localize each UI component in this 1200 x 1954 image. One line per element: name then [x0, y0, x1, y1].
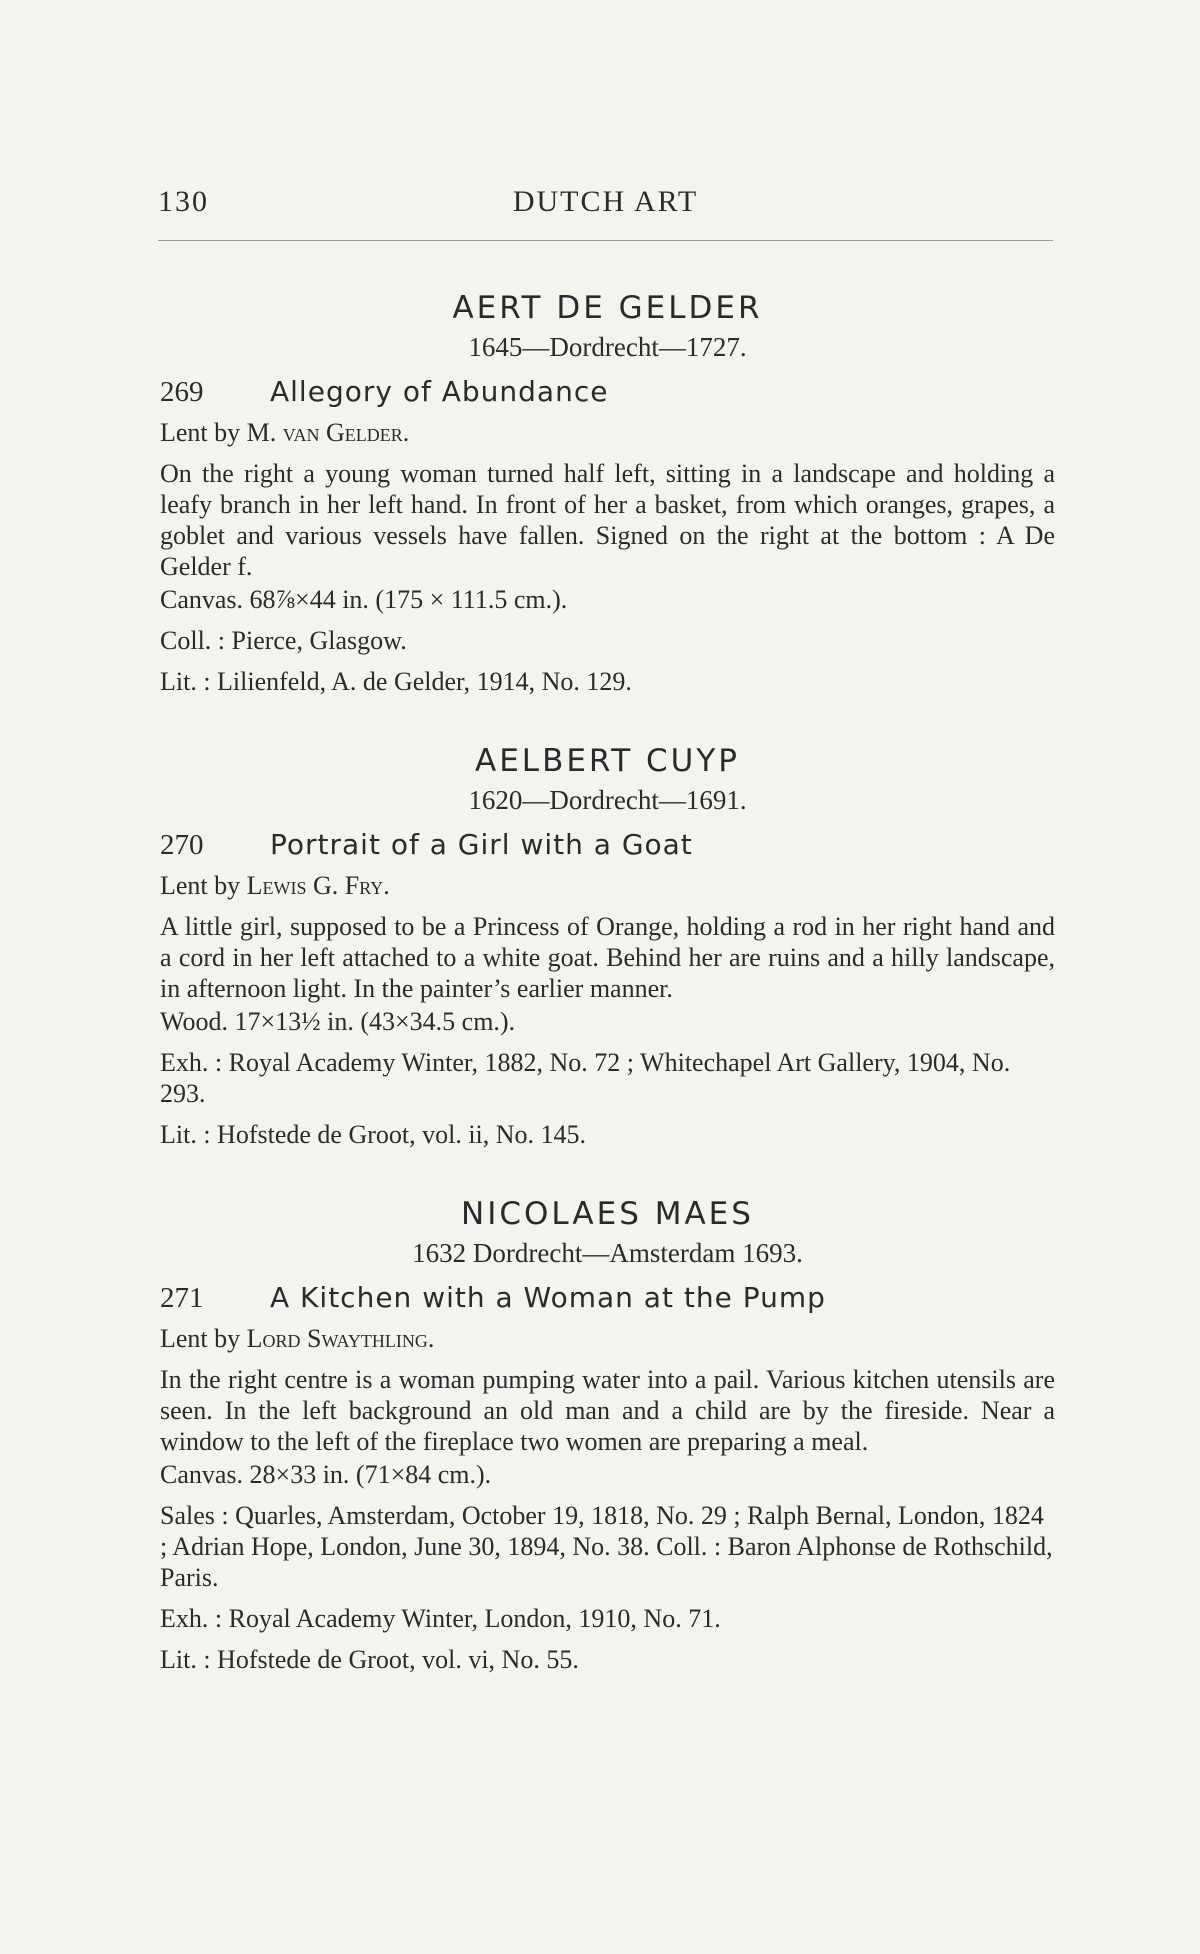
entry-number: 269: [160, 376, 204, 408]
entry-literature: Lit. : Hofstede de Groot, vol. vi, No. 55.: [160, 1645, 579, 1674]
entry-sales: Sales : Quarles, Amsterdam, October 19, 1818, No. 29 ; Ralph Bernal, London, 1824 ; Adrian Hope, London, June 30, 1894, No. 38. Coll. : Baron Alphonse de Rothschild, Paris.: [160, 1501, 1053, 1592]
entry-exhibitions: Exh. : Royal Academy Winter, 1882, No. 72 ; Whitechapel Art Gallery, 1904, No. 293.: [160, 1048, 1011, 1108]
entry-heading: [160, 1281, 1055, 1315]
page-number: 130: [158, 185, 209, 218]
lent-prefix: Lent by: [160, 871, 247, 900]
entry-number: 271: [160, 1282, 204, 1314]
entry-title: Allegory of Abundance: [270, 375, 609, 408]
artist-name: AELBERT CUYP: [475, 743, 740, 779]
entry-exhibitions: Exh. : Royal Academy Winter, London, 1910, No. 71.: [160, 1604, 721, 1633]
entry-literature: Lit. : Hofstede de Groot, vol. ii, No. 145.: [160, 1120, 587, 1149]
artist-name: AERT DE GELDER: [452, 290, 763, 326]
artist-section-de-gelder: [160, 290, 1055, 697]
running-head: [158, 185, 1053, 225]
entry-medium: Wood. 17×13½ in. (43×34.5 cm.).: [160, 1007, 516, 1036]
artist-dates: 1620—Dordrecht—1691.: [468, 785, 747, 815]
lent-prefix: Lent by: [160, 1324, 247, 1353]
artist-section-cuyp: [160, 743, 1055, 1150]
entry-heading: [160, 375, 1055, 409]
lender-line: [160, 870, 1055, 901]
entry-collection: Coll. : Pierce, Glasgow.: [160, 626, 407, 655]
lender-name: van Gelder.: [282, 418, 410, 447]
entry-medium: Canvas. 28×33 in. (71×84 cm.).: [160, 1460, 492, 1489]
entry-medium: Canvas. 68⅞×44 in. (175 × 111.5 cm.).: [160, 585, 568, 614]
artist-dates: 1645—Dordrecht—1727.: [468, 332, 747, 362]
entry-title: Portrait of a Girl with a Goat: [270, 828, 693, 861]
running-title: DUTCH ART: [512, 185, 699, 218]
artist-section-maes: [160, 1196, 1055, 1675]
lender-line: [160, 417, 1055, 448]
entry-heading: [160, 828, 1055, 862]
lender-name: Lord Swaythling.: [246, 1324, 435, 1353]
catalogue-content: [160, 280, 1055, 1689]
lender-line: [160, 1323, 1055, 1354]
entry-title: A Kitchen with a Woman at the Pump: [270, 1281, 826, 1314]
section-gap: [160, 711, 1055, 733]
artist-name: NICOLAES MAES: [461, 1196, 754, 1232]
section-gap: [160, 1164, 1055, 1186]
lender-name: Lewis G. Fry.: [246, 871, 390, 900]
header-rule: [158, 240, 1053, 241]
entry-description: In the right centre is a woman pumping water into a pail. Various kitchen utensils are seen. In the left background an old man and a child are by the fireside. Near a window to the left of the fireplace two women are preparing a meal.: [160, 1365, 1055, 1456]
entry-number: 270: [160, 829, 204, 861]
entry-description: On the right a young woman turned half left, sitting in a landscape and holding a leafy branch in her left hand. In front of her a basket, from which oranges, grapes, a goblet and various vessels have fallen. Signed on the right at the bottom : A De Gelder f.: [160, 459, 1055, 581]
entry-literature: Lit. : Lilienfeld, A. de Gelder, 1914, No. 129.: [160, 667, 632, 696]
entry-description: A little girl, supposed to be a Princess of Orange, holding a rod in her right hand and a cord in her left attached to a white goat. Behind her are ruins and a hilly landscape, in afternoon light. In the painter’s earlier manner.: [160, 912, 1055, 1003]
artist-dates: 1632 Dordrecht—Amsterdam 1693.: [412, 1238, 803, 1268]
lent-prefix: Lent by M.: [160, 418, 283, 447]
